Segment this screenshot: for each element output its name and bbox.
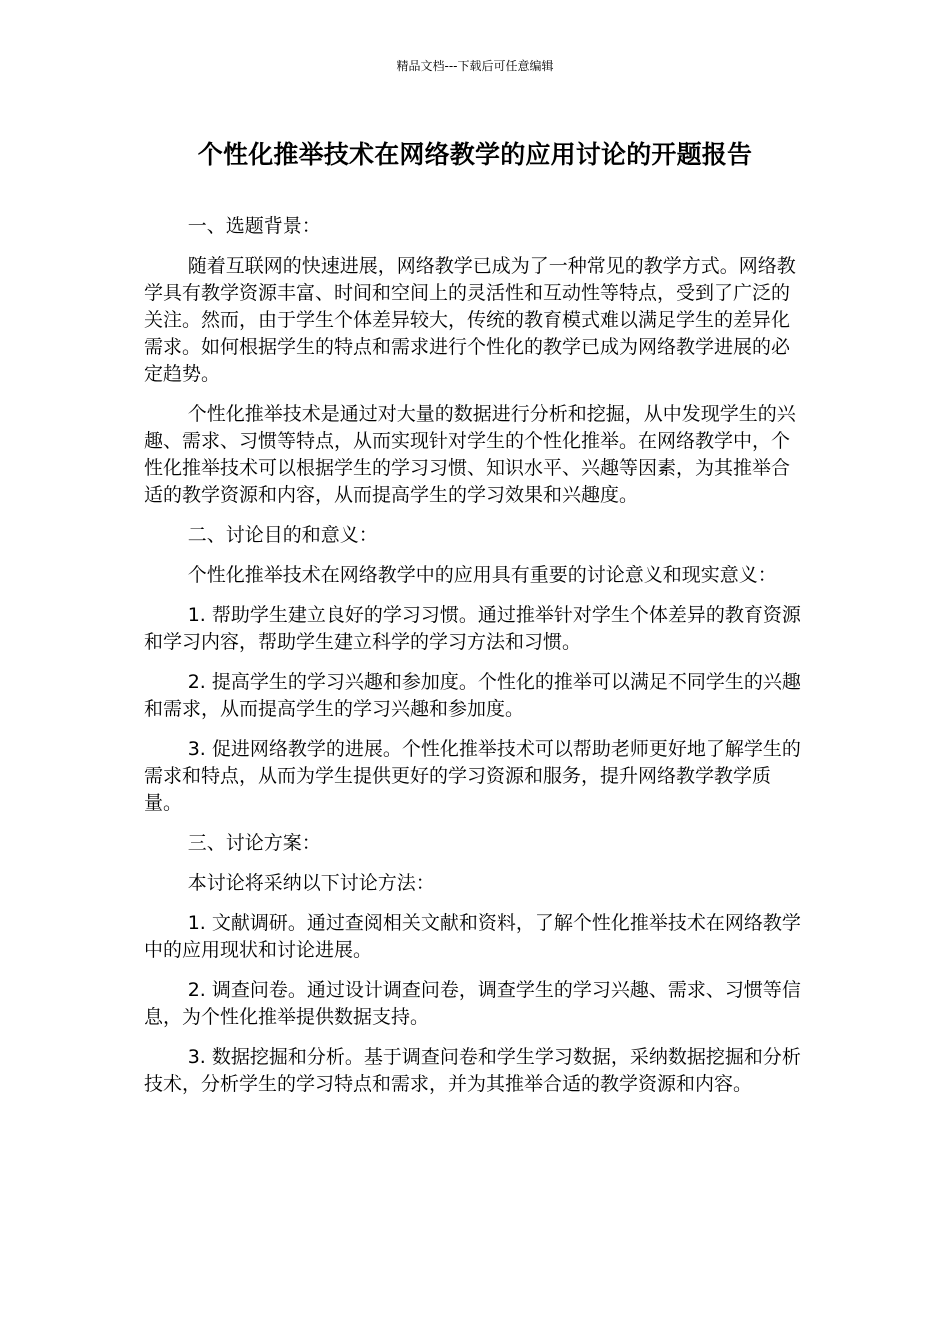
list-item: 3. 促进网络教学的进展。个性化推举技术可以帮助老师更好地了解学生的需求和特点，从而为学生提供更好的学习资源和服务，提升网络教学教学质量。 bbox=[144, 738, 801, 814]
list-item: 1. 文献调研。通过查阅相关文献和资料，了解个性化推举技术在网络教学中的应用现状和讨论进展。 bbox=[144, 912, 801, 961]
section-heading-purpose: 二、讨论目的和意义： bbox=[187, 524, 378, 546]
section-heading-background: 一、选题背景： bbox=[187, 215, 321, 237]
page-header: 精品文档---下载后可任意编辑 bbox=[396, 59, 554, 73]
section-heading-plan: 三、讨论方案： bbox=[187, 832, 321, 854]
document-title: 个性化推举技术在网络教学的应用讨论的开题报告 bbox=[197, 140, 753, 169]
document-body bbox=[144, 213, 804, 1111]
paragraph: 个性化推举技术是通过对大量的数据进行分析和挖掘，从中发现学生的兴趣、需求、习惯等特点，从而实现针对学生的个性化推举。在网络教学中，个性化推举技术可以根据学生的学习习惯、知识水平、兴趣等因素，为其推举合适的教学资源和内容，从而提高学生的学习效果和兴趣度。 bbox=[144, 403, 796, 506]
list-item: 3. 数据挖掘和分析。基于调查问卷和学生学习数据，采纳数据挖掘和分析技术，分析学生的学习特点和需求，并为其推举合适的教学资源和内容。 bbox=[144, 1046, 801, 1095]
paragraph: 随着互联网的快速进展，网络教学已成为了一种常见的教学方式。网络教学具有教学资源丰富、时间和空间上的灵活性和互动性等特点，受到了广泛的关注。然而，由于学生个体差异较大，传统的教育模式难以满足学生的差异化需求。如何根据学生的特点和需求进行个性化的教学已成为网络教学进展的必定趋势。 bbox=[144, 255, 796, 385]
list-item: 1. 帮助学生建立良好的学习习惯。通过推举针对学生个体差异的教育资源和学习内容，帮助学生建立科学的学习方法和习惯。 bbox=[144, 604, 801, 653]
list-item: 2. 提高学生的学习兴趣和参加度。个性化的推举可以满足不同学生的兴趣和需求，从而提高学生的学习兴趣和参加度。 bbox=[144, 671, 801, 720]
list-item: 2. 调查问卷。通过设计调查问卷，调查学生的学习兴趣、需求、习惯等信息，为个性化推举提供数据支持。 bbox=[144, 979, 801, 1028]
paragraph: 个性化推举技术在网络教学中的应用具有重要的讨论意义和现实意义： bbox=[187, 564, 777, 586]
paragraph: 本讨论将采纳以下讨论方法： bbox=[187, 872, 435, 894]
